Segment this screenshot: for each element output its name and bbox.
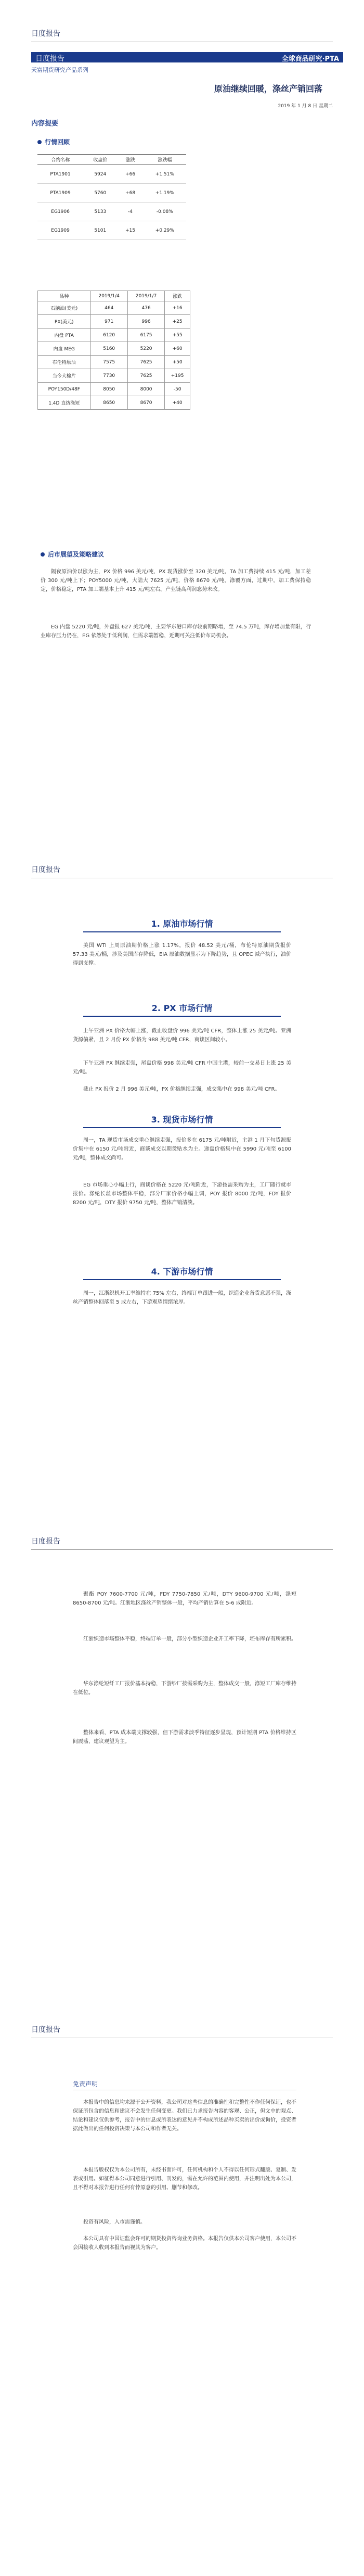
heading-px <box>0 1002 364 1017</box>
table-cell: 7625 <box>127 369 164 383</box>
table-cell: PTA1909 <box>37 184 83 203</box>
table-row <box>38 342 190 356</box>
disclaimer-paragraph-2: 本报告版权仅为本公司所有，未经书面许可，任何机构和个人不得以任何形式翻版、复制、发表或引用。如征得本公司同意进行引用、刊发的，需在允许的范围内使用，并注明出处为本公司，且不得对本报告进行任何有悖原意的引用、删节和修改。 <box>73 2167 296 2191</box>
section-market-review <box>37 137 70 146</box>
bullet-icon <box>41 552 45 557</box>
report-banner <box>31 52 343 62</box>
table-header-row <box>37 155 186 165</box>
banner-right-label: 全球商品研究·PTA <box>281 55 339 63</box>
table-cell: 5133 <box>83 203 117 221</box>
table-row <box>38 329 190 342</box>
table-cell: 5101 <box>83 221 117 240</box>
outlook-paragraph-2: EG 内盘 5220 元/吨，外盘报 627 美元/吨，主要华东港口库存较前期略增，至 74.5 万吨，库存增加量有限，行业库存压力仍在，EG 依然处于低利润，但需求端暂稳，近期可关注低价布局机会。 <box>41 624 311 639</box>
table-cell: 1.4D 直纺涤短 <box>38 396 91 410</box>
table-cell: +0.29% <box>144 221 186 240</box>
heading-spot-label: 3. 现货市场行情 <box>151 1115 213 1125</box>
px-paragraph-2: 下午亚洲 PX 继续走强，尾盘价格 998 美元/吨 CFR 中国主港，较前一交易日上涨 25 美元/吨。 <box>73 1060 291 1075</box>
table-cell: 8650 <box>90 396 127 410</box>
table-cell: 7625 <box>127 356 164 369</box>
table-cell: 内盘 MEG <box>38 342 91 356</box>
table-cell: -0.08% <box>144 203 186 221</box>
table-cell: +1.19% <box>144 184 186 203</box>
disclaimer-paragraph-3: 投资有风险，入市需谨慎。 <box>83 2219 146 2225</box>
table-cell: 8050 <box>90 383 127 396</box>
table-cell: EG1906 <box>37 203 83 221</box>
section-outlook <box>41 550 104 559</box>
banner-left-label: 日度报告 <box>35 55 64 63</box>
heading-crude-oil-label: 1. 原油市场行情 <box>151 919 213 929</box>
table-header-row <box>38 291 190 301</box>
table-cell: -4 <box>117 203 143 221</box>
table-cell: +15 <box>117 221 143 240</box>
table-cell: 996 <box>127 315 164 329</box>
table-cell: 当今大棉片 <box>38 369 91 383</box>
column-header: 收盘价 <box>83 155 117 165</box>
market-paragraph-2: 江浙织造市场整体平稳，终端订单一般，部分小型织造企业开工率下降，坯布库存有所累积。 <box>83 1636 296 1642</box>
table-cell: 石脑油(美元) <box>38 301 91 315</box>
disclaimer-paragraph-4: 本公司具有中国证监会许可的期货投资咨询业务资格。本报告仅供本公司客户使用，本公司不会因接收人收到本报告而视其为客户。 <box>73 2236 296 2251</box>
heading-downstream-label: 4. 下游市场行情 <box>151 1267 213 1277</box>
table-cell: 464 <box>90 301 127 315</box>
running-header: 日度报告 <box>31 28 333 42</box>
table-cell: 476 <box>127 301 164 315</box>
running-header: 日度报告 <box>31 864 333 878</box>
table-cell: +25 <box>165 315 190 329</box>
table-cell: 8000 <box>127 383 164 396</box>
disclaimer-paragraph-1: 本报告中的信息均来源于公开资料，我公司对这些信息的准确性和完整性不作任何保证，也不保证所包含的信息和建议不会发生任何变更。我们已力求报告内容的客观、公正，但文中的观点、结论和建议仅供参考，报告中的信息或所表达的意见并不构成所述品种买卖的出价或询价，投资者据此做出的任何投资决策与本公司和作者无关。 <box>73 2100 296 2132</box>
section-outlook-label: 后市展望及策略建议 <box>48 551 105 558</box>
table-row <box>37 184 186 203</box>
table-row <box>37 221 186 240</box>
table-row <box>37 203 186 221</box>
table-cell: 布伦特原油 <box>38 356 91 369</box>
spot-price-table <box>37 291 190 410</box>
table-cell: 5924 <box>83 165 117 184</box>
table-row <box>38 396 190 410</box>
table-row <box>38 301 190 315</box>
table-cell: 8670 <box>127 396 164 410</box>
downstream-paragraph: 周一，江浙织机开工率维持在 75% 左右，终端订单跟进一般，织造企业备货意愿不强，涤丝产销整体回落至 5 成左右，下游观望情绪浓厚。 <box>73 1291 291 1305</box>
table-cell: +55 <box>165 329 190 342</box>
column-header: 涨跌 <box>165 291 190 301</box>
contents-heading: 内容提要 <box>31 120 59 128</box>
table-cell: EG1909 <box>37 221 83 240</box>
bullet-icon <box>37 140 42 144</box>
table-cell: PTA1901 <box>37 165 83 184</box>
table-cell: +60 <box>165 342 190 356</box>
spot-paragraph-2: EG 市场重心小幅上行，商谈价格在 5220 元/吨附近，下游按需采购为主，工厂随行就市报价。涤纶长丝市场整体平稳，部分厂家价格小幅上调，POY 报价 8000 元/吨，FDY 报价 8200 元/吨，DTY 报价 9750 元/吨，整体产销清淡。 <box>73 1182 291 1206</box>
column-header: 2019/1/7 <box>127 291 164 301</box>
spot-paragraph-1: 周一，TA 现货市场成交重心继续走强，报价多在 6175 元/吨附近，主港 1 月下旬货源报价集中在 6150 元/吨附近，商谈成交以期货贴水为主。递盘价格集中在 5990 元/吨至 6100 元/吨，整体成交尚可。 <box>73 1138 291 1161</box>
heading-crude-oil <box>0 917 364 932</box>
disclaimer-title: 免责声明 <box>73 2080 98 2088</box>
table-cell: 5220 <box>127 342 164 356</box>
column-header: 合约名称 <box>37 155 83 165</box>
table-cell: 5160 <box>90 342 127 356</box>
table-cell: 5760 <box>83 184 117 203</box>
table-cell: -50 <box>165 383 190 396</box>
column-header: 品种 <box>38 291 91 301</box>
table-cell: POY150D/48F <box>38 383 91 396</box>
table-cell: PX(美元) <box>38 315 91 329</box>
section-market-review-label: 行情回顾 <box>45 138 70 146</box>
heading-downstream <box>0 1265 364 1280</box>
market-paragraph-1: 聚酯 POY 7600-7700 元/吨，FDY 7750-7850 元/吨，DTY 9600-9700 元/吨，涤短 8650-8700 元/吨。江浙地区涤丝产销整体一般，平均产销估算在 5-6 成附近。 <box>73 1592 296 1606</box>
column-header: 涨跌 <box>117 155 143 165</box>
px-paragraph-3: 截止 PX 报价 2 月 996 美元/吨，PX 价格继续走强，成交集中在 998 美元/吨 CFR。 <box>83 1087 280 1092</box>
table-cell: 6120 <box>90 329 127 342</box>
table-cell: +195 <box>165 369 190 383</box>
running-header: 日度报告 <box>31 1536 333 1550</box>
table-row <box>38 369 190 383</box>
table-cell: +50 <box>165 356 190 369</box>
table-row <box>38 356 190 369</box>
table-cell: 7730 <box>90 369 127 383</box>
table-row <box>38 383 190 396</box>
outlook-paragraph-1: 隔夜原油价以涨为主，PX 价格 996 美元/吨，PX 现货涨价至 320 美元/吨，TA 加工费持续 415 元/吨，加工差价 300 元/吨上下；POY5000 元/吨，大陆大 7625 元/吨，价格 8670 元/吨，涤覆方面，过期中，加工费保持稳定，价格稳定，PTA 加工端基本上升 415 元/吨左右。产业链高利润态势未改。 <box>41 569 311 592</box>
table-cell: +40 <box>165 396 190 410</box>
market-paragraph-3: 华东涤纶短纤工厂报价基本持稳，下游纱厂按需采购为主，整体成交一般，涤短工厂库存维持在低位。 <box>73 1681 296 1696</box>
column-header: 2019/1/4 <box>90 291 127 301</box>
px-paragraph-1: 上午亚洲 PX 价格大幅上涨，截止收盘价 996 美元/吨 CFR，整体上涨 25 美元/吨。亚洲货源偏紧，且 2 月份 PX 价格为 988 美元/吨 CFR，商谈区间较小。 <box>73 1028 291 1043</box>
report-date: 2019 年 1 月 8 日 星期二 <box>278 104 333 109</box>
table-cell: 6175 <box>127 329 164 342</box>
contract-price-table <box>37 154 186 240</box>
series-tag: 天富期货研究产品系列 <box>31 67 88 73</box>
table-cell: +1.51% <box>144 165 186 184</box>
table-cell: 内盘 PTA <box>38 329 91 342</box>
page-title: 原油继续回暖，涤丝产销回落 <box>214 84 322 94</box>
table-cell: 971 <box>90 315 127 329</box>
table-row <box>37 165 186 184</box>
market-paragraph-4: 整体来看，PTA 成本端支撑较强，但下游需求淡季特征逐步显现，预计短期 PTA 价格维持区间震荡，建议观望为主。 <box>73 1730 296 1745</box>
running-header: 日度报告 <box>31 2024 333 2038</box>
table-cell: +16 <box>165 301 190 315</box>
table-cell: 7575 <box>90 356 127 369</box>
heading-spot <box>0 1113 364 1128</box>
table-row <box>38 315 190 329</box>
table-cell: +68 <box>117 184 143 203</box>
column-header: 涨跌幅 <box>144 155 186 165</box>
table-cell: +66 <box>117 165 143 184</box>
crude-oil-paragraph: 美国 WTI 上周原油期价格上涨 1.17%，报价 48.52 美元/桶，布伦特原油期货报价 57.33 美元/桶，涉及美国库存降低，EIA 原油数据显示为下降趋势，且 OPEC 减产执行，油价得到支撑。 <box>73 943 291 966</box>
heading-px-label: 2. PX 市场行情 <box>151 1003 213 1013</box>
